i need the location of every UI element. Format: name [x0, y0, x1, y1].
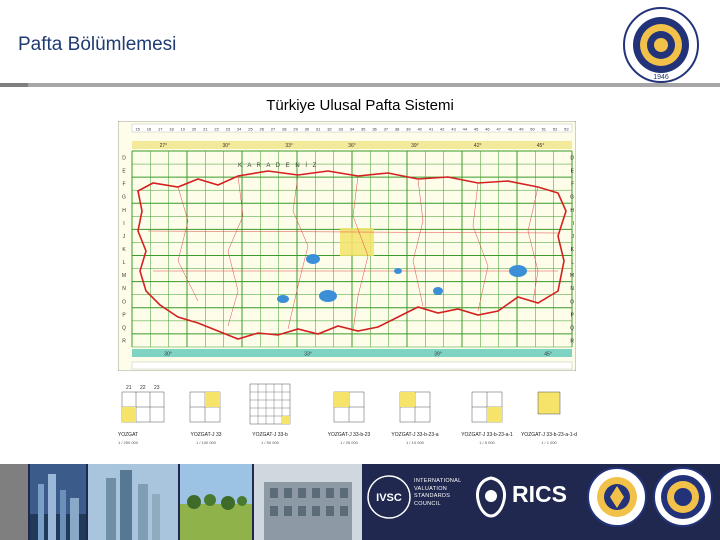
grid-5x5-selected — [282, 416, 290, 424]
row-letter-right: L — [571, 260, 574, 267]
column-number: 16 — [146, 126, 152, 132]
column-number: 42 — [440, 126, 445, 132]
longitude-label: 36° — [348, 143, 356, 149]
longitude-label: 45° — [536, 143, 545, 149]
landscape-photo — [180, 464, 252, 540]
column-number: 34 — [349, 126, 355, 132]
column-number: 15 — [135, 126, 140, 132]
row-letter-left: I — [123, 220, 125, 227]
bottom-longitude-label: 33° — [304, 351, 312, 358]
longitude-label: 42° — [473, 143, 482, 149]
column-number: 53 — [564, 126, 569, 132]
rics-lion-icon — [472, 474, 510, 520]
column-number: 40 — [417, 126, 422, 132]
legend-item-label: YOZGAT-J 33-b-23-a-1 — [461, 432, 513, 438]
legend-item-scale: 1 / 5 000 — [479, 440, 495, 445]
column-number: 47 — [496, 126, 501, 132]
legend-grid-10000 — [400, 392, 430, 422]
bottom-longitude-label: 39° — [434, 351, 442, 358]
legend-item-scale: 1 / 10 000 — [406, 440, 424, 445]
column-number: 44 — [462, 126, 468, 132]
column-number: 48 — [507, 126, 513, 132]
map-subtitle: Türkiye Ulusal Pafta Sistemi — [266, 97, 454, 114]
sea-label: K A R A D E N İ Z — [238, 163, 319, 169]
rics-logo-text: RICS — [512, 481, 567, 507]
column-number: 29 — [293, 126, 298, 132]
column-number: 33 — [338, 126, 343, 132]
grid-number: 21 — [126, 385, 132, 391]
column-number: 19 — [180, 126, 185, 132]
row-letter-right: R — [570, 338, 574, 345]
grid-number: 22 — [140, 385, 146, 391]
header-rule — [0, 83, 720, 87]
column-number: 32 — [327, 126, 332, 132]
legend-item-label: YOZGAT-J 33-b — [252, 432, 288, 438]
building-photo — [254, 464, 362, 540]
column-number: 18 — [169, 126, 174, 132]
faculty-seal-logo — [586, 466, 648, 528]
longitude-label: 33° — [285, 143, 293, 149]
column-number: 46 — [485, 126, 490, 132]
row-letter-right: N — [570, 286, 574, 293]
column-number: 23 — [225, 126, 231, 132]
column-number: 17 — [157, 126, 163, 132]
page-title: Pafta Bölümlemesi — [18, 34, 177, 55]
row-letter-left: L — [122, 260, 126, 267]
row-letter-left: H — [122, 207, 126, 214]
row-letter-left: J — [122, 233, 126, 240]
row-letter-left: K — [122, 247, 126, 253]
row-letter-right: K — [570, 247, 574, 253]
row-letter-left: D — [122, 155, 126, 162]
legend-item-label: YOZGAT-J 33-b-23 — [327, 432, 371, 438]
row-letter-left: G — [122, 194, 126, 201]
ankara-university-seal-logo — [652, 466, 714, 528]
bottom-longitude-label: 30° — [164, 351, 172, 358]
legend-item-scale: 1 / 100 000 — [195, 440, 217, 445]
column-number: 49 — [519, 126, 524, 132]
column-number: 26 — [259, 126, 264, 132]
ivsc-line: COUNCIL — [414, 500, 441, 507]
column-number: 45 — [473, 126, 479, 132]
ivsc-name — [414, 478, 462, 508]
row-letter-left: P — [122, 312, 126, 319]
ivsc-line: INTERNATIONAL — [414, 478, 462, 484]
bottom-row-numbers — [132, 362, 572, 369]
row-letter-right: I — [572, 220, 574, 227]
column-number: 51 — [541, 126, 547, 132]
column-number: 27 — [270, 126, 276, 132]
bottom-longitude-label: 45° — [544, 351, 552, 358]
lake — [306, 254, 320, 264]
lake — [509, 265, 527, 277]
city-skyline-photo — [30, 464, 86, 540]
legend-item-label: YOZGAT-J 33-b-23-a-1-d — [520, 432, 578, 438]
seal-year: 1946 — [653, 74, 669, 81]
lake — [394, 268, 402, 274]
column-number: 21 — [203, 126, 208, 132]
legend-grid-50000 — [250, 384, 290, 424]
column-number: 35 — [361, 126, 366, 132]
ivsc-logo — [366, 474, 412, 520]
column-number: 24 — [236, 126, 242, 132]
legend-grid-100000 — [190, 392, 220, 422]
row-letter-left: Q — [122, 325, 126, 332]
row-letter-right: J — [571, 233, 574, 240]
row-letter-left: O — [122, 299, 126, 306]
lake — [319, 290, 337, 302]
column-number: 28 — [282, 126, 287, 132]
longitude-label: 27° — [159, 143, 168, 149]
row-letter-right: M — [569, 273, 574, 280]
ivsc-line: VALUATION — [414, 485, 448, 492]
legend-grid-25000 — [334, 392, 364, 422]
row-letter-left: E — [122, 168, 126, 175]
bottom-band — [132, 349, 572, 357]
row-letter-right: H — [570, 207, 574, 214]
legend-grid-250000 — [122, 385, 164, 422]
row-letter-left: R — [122, 338, 126, 345]
lake — [433, 287, 443, 295]
legend-item-label: YOZGAT-J 33 — [190, 432, 222, 438]
legend-item-scale: 1 / 1 000 — [541, 440, 557, 445]
column-number: 20 — [191, 126, 197, 132]
column-number: 31 — [315, 126, 321, 132]
legend-item-label: YOZGAT — [118, 432, 139, 438]
longitude-label: 30° — [222, 143, 231, 149]
subdivision-legend — [118, 378, 578, 452]
legend-item-label: YOZGAT-J 33-b-23-a — [391, 432, 439, 438]
row-letter-right: P — [570, 312, 574, 319]
column-number: 36 — [372, 126, 377, 132]
row-letter-right: D — [570, 155, 574, 162]
column-number: 41 — [428, 126, 434, 132]
column-number: 39 — [406, 126, 411, 132]
longitude-label: 39° — [411, 143, 419, 149]
column-number: 43 — [451, 126, 456, 132]
legend-item-scale: 1 / 50 000 — [261, 440, 279, 445]
ivsc-line: STANDARDS — [414, 493, 451, 499]
ivsc-logo-text: IVSC — [376, 492, 402, 504]
column-number: 25 — [248, 126, 253, 132]
column-number: 50 — [530, 126, 535, 132]
pafta-grid-map — [118, 121, 576, 371]
lake — [277, 295, 289, 303]
towers-photo — [88, 464, 178, 540]
row-letter-right: F — [570, 181, 574, 188]
row-letter-right: Q — [570, 325, 574, 332]
row-letter-right: G — [570, 194, 574, 201]
row-letter-left: N — [122, 286, 126, 293]
legend-grid-1000 — [538, 392, 560, 414]
legend-item-scale: 1 / 25 000 — [340, 440, 358, 445]
header-rule-accent — [0, 83, 28, 87]
column-number: 52 — [552, 126, 558, 132]
column-number: 30 — [304, 126, 310, 132]
column-number: 22 — [214, 126, 219, 132]
row-letter-left: F — [122, 181, 126, 188]
legend-item-scale: 1 / 250 000 — [118, 440, 139, 445]
legend-grid-5000 — [472, 392, 502, 422]
row-letter-left: M — [121, 273, 127, 280]
column-number: 37 — [383, 126, 389, 132]
column-number: 38 — [394, 126, 400, 132]
row-letter-right: E — [570, 168, 574, 175]
grid-number: 23 — [154, 385, 160, 391]
university-seal-logo — [622, 6, 700, 84]
footer-left-accent — [0, 464, 28, 540]
row-letter-right: O — [570, 299, 574, 306]
